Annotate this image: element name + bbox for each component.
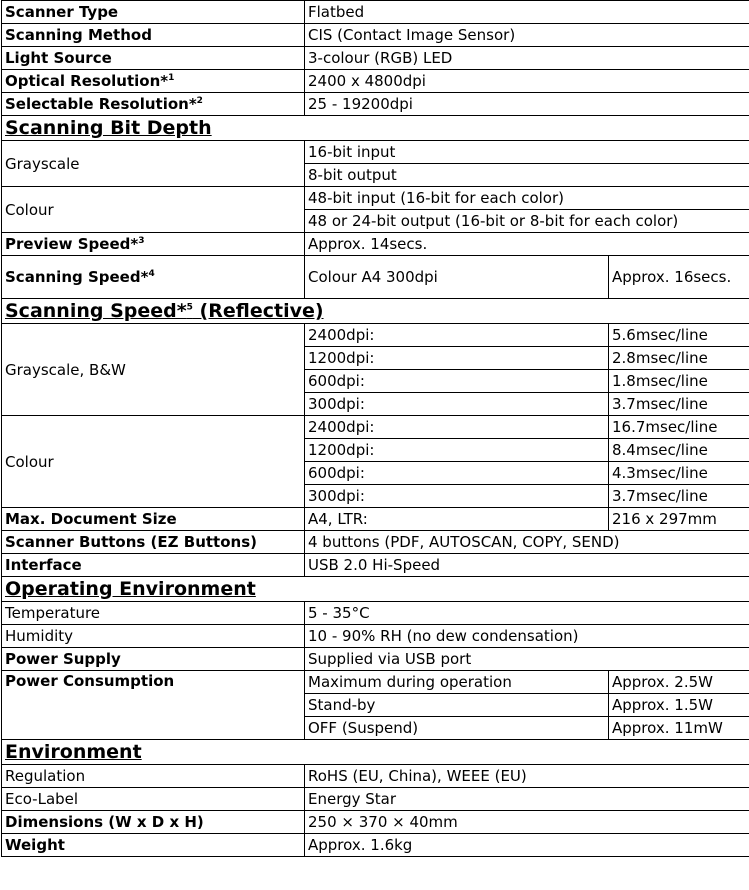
row-value: RoHS (EU, China), WEEE (EU) [305, 765, 749, 788]
speed-resolution: 300dpi: [305, 485, 609, 508]
spec-table [1, 0, 749, 857]
section-heading-operating-environment: Operating Environment [2, 577, 749, 602]
row-label: Max. Document Size [2, 508, 305, 531]
power-mode: Stand-by [305, 694, 609, 717]
row-value: Approx. 14secs. [305, 233, 749, 256]
footnote-marker: 1 [168, 73, 175, 83]
speed-value: 8.4msec/line [609, 439, 749, 462]
footnote-marker: 5 [186, 302, 193, 313]
section-heading-reflective [2, 299, 749, 324]
speed-row-colour [2, 416, 749, 439]
section-heading-row [2, 577, 749, 602]
section-heading-bit-depth: Scanning Bit Depth [2, 116, 749, 141]
row-value: 2400 x 4800dpi [305, 70, 749, 93]
row-label: Interface [2, 554, 305, 577]
row-label: Humidity [2, 625, 305, 648]
speed-resolution: 300dpi: [305, 393, 609, 416]
row-label: Scanner Type [2, 1, 305, 24]
speed-value: 16.7msec/line [609, 416, 749, 439]
row-value: 8-bit output [305, 164, 749, 187]
row-value: Approx. 1.6kg [305, 834, 749, 857]
spec-row-scanner-buttons [2, 531, 749, 554]
section-heading-row [2, 116, 749, 141]
row-label: Power Supply [2, 648, 305, 671]
section-heading-environment: Environment [2, 740, 749, 765]
row-value: Approx. 16secs. [609, 256, 749, 299]
speed-value: 4.3msec/line [609, 462, 749, 485]
speed-row-grayscale [2, 324, 749, 347]
label-text: Scanning Speed* [5, 268, 149, 286]
row-label: Colour [2, 187, 305, 233]
row-label [2, 70, 305, 93]
speed-resolution: 1200dpi: [305, 439, 609, 462]
spec-row-light-source [2, 47, 749, 70]
spec-row-selectable-resolution [2, 93, 749, 116]
row-label: Grayscale, B&W [2, 324, 305, 416]
speed-resolution: 1200dpi: [305, 347, 609, 370]
speed-value: 1.8msec/line [609, 370, 749, 393]
row-label: Weight [2, 834, 305, 857]
speed-resolution: 2400dpi: [305, 324, 609, 347]
row-value: 3-colour (RGB) LED [305, 47, 749, 70]
row-label [2, 256, 305, 299]
row-value: 10 - 90% RH (no dew condensation) [305, 625, 749, 648]
row-value: 48 or 24-bit output (16-bit or 8-bit for each color) [305, 210, 749, 233]
power-value: Approx. 11mW [609, 717, 749, 740]
footnote-marker: 4 [148, 269, 155, 279]
row-label: Grayscale [2, 141, 305, 187]
footnote-marker: 3 [138, 236, 145, 246]
heading-text: Scanning Speed* [5, 300, 187, 322]
row-value: 250 × 370 × 40mm [305, 811, 749, 834]
row-label: Eco-Label [2, 788, 305, 811]
speed-value: 2.8msec/line [609, 347, 749, 370]
section-heading-row [2, 740, 749, 765]
power-mode: Maximum during operation [305, 671, 609, 694]
spec-row-colour-bit [2, 187, 749, 210]
row-value: 48-bit input (16-bit for each color) [305, 187, 749, 210]
row-label: Scanning Method [2, 24, 305, 47]
footnote-marker: 2 [196, 96, 203, 106]
row-value: Supplied via USB port [305, 648, 749, 671]
speed-resolution: 600dpi: [305, 462, 609, 485]
row-label: Dimensions (W x D x H) [2, 811, 305, 834]
spec-row-scanning-method [2, 24, 749, 47]
spec-row-eco-label [2, 788, 749, 811]
row-size: 216 x 297mm [609, 508, 749, 531]
row-label: Power Consumption [2, 671, 305, 740]
spec-row-scanner-type [2, 1, 749, 24]
spec-row-humidity [2, 625, 749, 648]
spec-row-weight [2, 834, 749, 857]
row-label: Colour [2, 416, 305, 508]
label-text: Selectable Resolution* [5, 95, 197, 113]
label-text: Preview Speed* [5, 235, 139, 253]
power-value: Approx. 2.5W [609, 671, 749, 694]
spec-row-temperature [2, 602, 749, 625]
row-label: Regulation [2, 765, 305, 788]
speed-value: 3.7msec/line [609, 393, 749, 416]
row-mode: Colour A4 300dpi [305, 256, 609, 299]
power-value: Approx. 1.5W [609, 694, 749, 717]
spec-row-power-consumption [2, 671, 749, 694]
row-label: Scanner Buttons (EZ Buttons) [2, 531, 305, 554]
row-value: 16-bit input [305, 141, 749, 164]
heading-suffix: (Reflective) [192, 300, 324, 322]
speed-value: 3.7msec/line [609, 485, 749, 508]
row-value: 25 - 19200dpi [305, 93, 749, 116]
spec-row-regulation [2, 765, 749, 788]
spec-row-max-document-size [2, 508, 749, 531]
speed-value: 5.6msec/line [609, 324, 749, 347]
row-label [2, 233, 305, 256]
row-value: 4 buttons (PDF, AUTOSCAN, COPY, SEND) [305, 531, 749, 554]
spec-row-scanning-speed [2, 256, 749, 299]
row-value: USB 2.0 Hi-Speed [305, 554, 749, 577]
row-value: CIS (Contact Image Sensor) [305, 24, 749, 47]
section-heading-row [2, 299, 749, 324]
row-value: A4, LTR: [305, 508, 609, 531]
spec-row-power-supply [2, 648, 749, 671]
spec-row-grayscale-bit [2, 141, 749, 164]
row-label: Temperature [2, 602, 305, 625]
spec-row-optical-resolution [2, 70, 749, 93]
spec-row-dimensions [2, 811, 749, 834]
spec-row-interface [2, 554, 749, 577]
row-label [2, 93, 305, 116]
row-value: 5 - 35°C [305, 602, 749, 625]
row-value: Energy Star [305, 788, 749, 811]
spec-row-preview-speed [2, 233, 749, 256]
row-label: Light Source [2, 47, 305, 70]
speed-resolution: 600dpi: [305, 370, 609, 393]
speed-resolution: 2400dpi: [305, 416, 609, 439]
label-text: Optical Resolution* [5, 72, 169, 90]
row-value: Flatbed [305, 1, 749, 24]
power-mode: OFF (Suspend) [305, 717, 609, 740]
